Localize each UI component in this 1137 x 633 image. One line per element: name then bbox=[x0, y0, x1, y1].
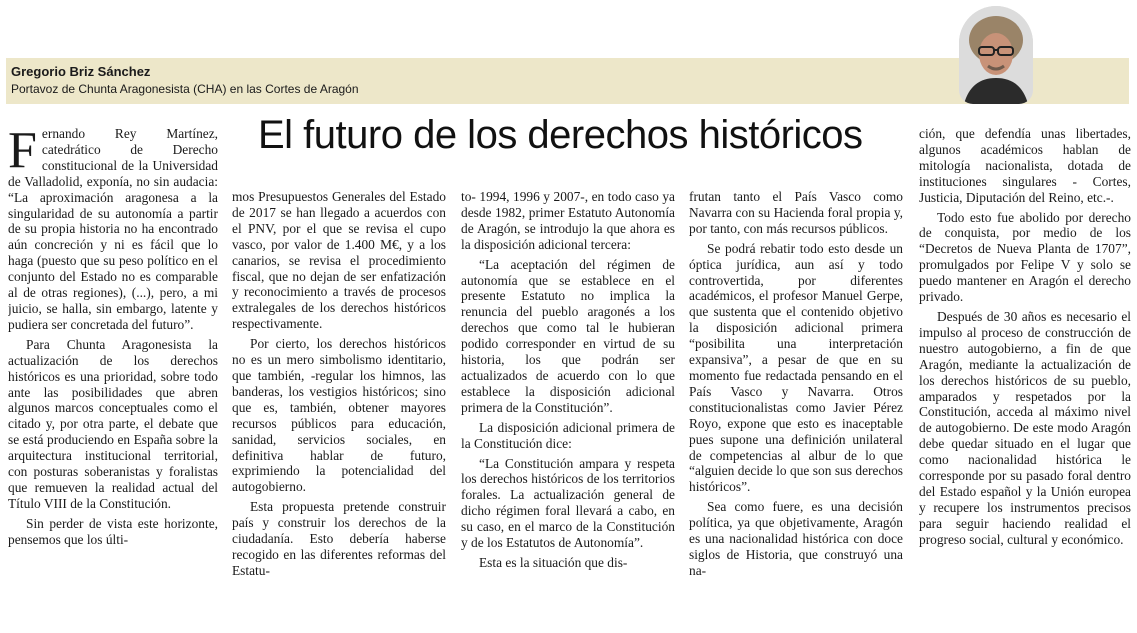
paragraph: “La aceptación del régimen de autonomía que se establece en el presente Estatuto no implica la renuncia del pueblo aragonés a los derechos que como tal le hubieran podido corresponder en virtud de su historia, los que podrán ser actualizados de acuerdo con lo que establece la disposición adicional primera de la Constitución”. bbox=[461, 256, 675, 415]
article-column-1 bbox=[8, 126, 218, 631]
paragraph: Esta propuesta pretende construir país y construir los derechos de la ciudadanía. Esto debería haberse recogido en las diferentes reformas del Estatu- bbox=[232, 499, 446, 578]
article-column-4 bbox=[689, 189, 903, 631]
article-column-2 bbox=[232, 189, 446, 631]
author-portrait-icon bbox=[959, 6, 1033, 104]
paragraph: mos Presupuestos Generales del Estado de 2017 se han llegado a acuerdos con el PNV, por el que se revisa el cupo vasco, por valor de 1.400 M€, y a los canarios, se revisa el procedimiento fiscal, que no dejan de ser enfatización y reconocimiento a través de procesos extralegales de los derechos históricos respectivamente. bbox=[232, 189, 446, 332]
paragraph: Después de 30 años es necesario el impulso al proceso de construcción de nuestro autogobierno, a fin de que Aragón, mediante la actualización de los derechos históricos de su pueblo, amparados y respetados por la Constitución, acceda al máximo nivel de autogobierno. De este modo Aragón debe quedar situado en el lugar que como nacionalidad histórica le corresponde por su pasado foral dentro del Estado español y la Unión europea y recupere los instrumentos precisos para seguir haciendo realidad el progreso social, cultural y económico. bbox=[919, 308, 1131, 547]
paragraph: Por cierto, los derechos históricos no es un mero simbolismo identitario, que también, -regular los himnos, las banderas, los vestigios históricos; sino que es, también, obtener mayores recursos públicos para educación, sanidad, servicios sociales, en definitiva hablar de futuro, exprimiendo la potencialidad del autogobierno. bbox=[232, 336, 446, 495]
author-name: Gregorio Briz Sánchez bbox=[11, 64, 151, 79]
paragraph: Sea como fuere, es una decisión política, ya que objetivamente, Aragón es una nacionalidad histórica con doce siglos de Historia, que construyó una na- bbox=[689, 499, 903, 578]
headline: El futuro de los derechos históricos bbox=[258, 113, 863, 157]
article-column-5 bbox=[919, 126, 1131, 631]
paragraph: Todo esto fue abolido por derecho de conquista, por medio de los “Decretos de Nueva Planta de 1707”, promulgados por Felipe V y solo se puedo mantener en Aragón el derecho privado. bbox=[919, 209, 1131, 305]
author-photo bbox=[959, 6, 1033, 104]
paragraph: “La Constitución ampara y respeta los derechos históricos de los territorios forales. La actualización general de dicho régimen foral llevará a cabo, en su caso, en el marco de la Constitución y de los Estatutos de Autonomía”. bbox=[461, 455, 675, 551]
article-column-3 bbox=[461, 189, 675, 631]
paragraph: Para Chunta Aragonesista la actualización de los derechos históricos es una prioridad, sobre todo ante las posibilidades que abren algunos marcos conceptuales como el citado y, por otra parte, el debate que se está produciendo en España sobre la arquitectura institucional territorial, con posturas soberanistas y foralistas que remueven la realidad actual del Título VIII de la Constitución. bbox=[8, 336, 218, 511]
author-role: Portavoz de Chunta Aragonesista (CHA) en las Cortes de Aragón bbox=[11, 82, 359, 96]
paragraph: ción, que defendía unas libertades, algunos académicos hablan de mitología nacionalista, dotada de instituciones singulares - Cortes, Justicia, Diputación del Reino, etc.-. bbox=[919, 126, 1131, 205]
paragraph: to- 1994, 1996 y 2007-, en todo caso ya desde 1982, primer Estatuto Autonomía de Aragón, se introdujo la que ahora es la disposición adicional tercera: bbox=[461, 189, 675, 252]
paragraph: Sin perder de vista este horizonte, pensemos que los últi- bbox=[8, 515, 218, 547]
paragraph: Se podrá rebatir todo esto desde un óptica jurídica, aun así y todo controvertida, por diferentes académicos, el profesor Manuel Gerpe, que sustenta que el contenido objetivo la disposición adicional primera “posibilita una interpretación expansiva”, a pesar de que en su momento fue redactada pensando en el País Vasco y Navarra. Otros constitucionalistas como Javier Pérez Royo, expone que esto es inaceptable pues supone una definición unilateral de competencias al albur de lo que “alguien decide lo que son sus derechos históricos”. bbox=[689, 240, 903, 495]
paragraph: frutan tanto el País Vasco como Navarra con su Hacienda foral propia y, por tanto, con más recursos públicos. bbox=[689, 189, 903, 236]
paragraph: La disposición adicional primera de la Constitución dice: bbox=[461, 419, 675, 451]
paragraph: Esta es la situación que dis- bbox=[479, 554, 628, 570]
drop-cap: F bbox=[8, 126, 37, 179]
paragraph: ernando Rey Martínez, catedrático de Derecho constitucional de la Universidad de Valladolid, exponía, no sin audacia: “La aproximación aragonesa a la singularidad de su autonomía a partir de su propia historia no ha encontrado aún concreción y ni es fácil que lo haga (puesto que su peso político en el conjunto del Estado no es comparable al de otras regiones), (...), pero, a mi juicio, se halla, sin embargo, latente y pudiera ser concretada del futuro”. bbox=[8, 126, 218, 332]
